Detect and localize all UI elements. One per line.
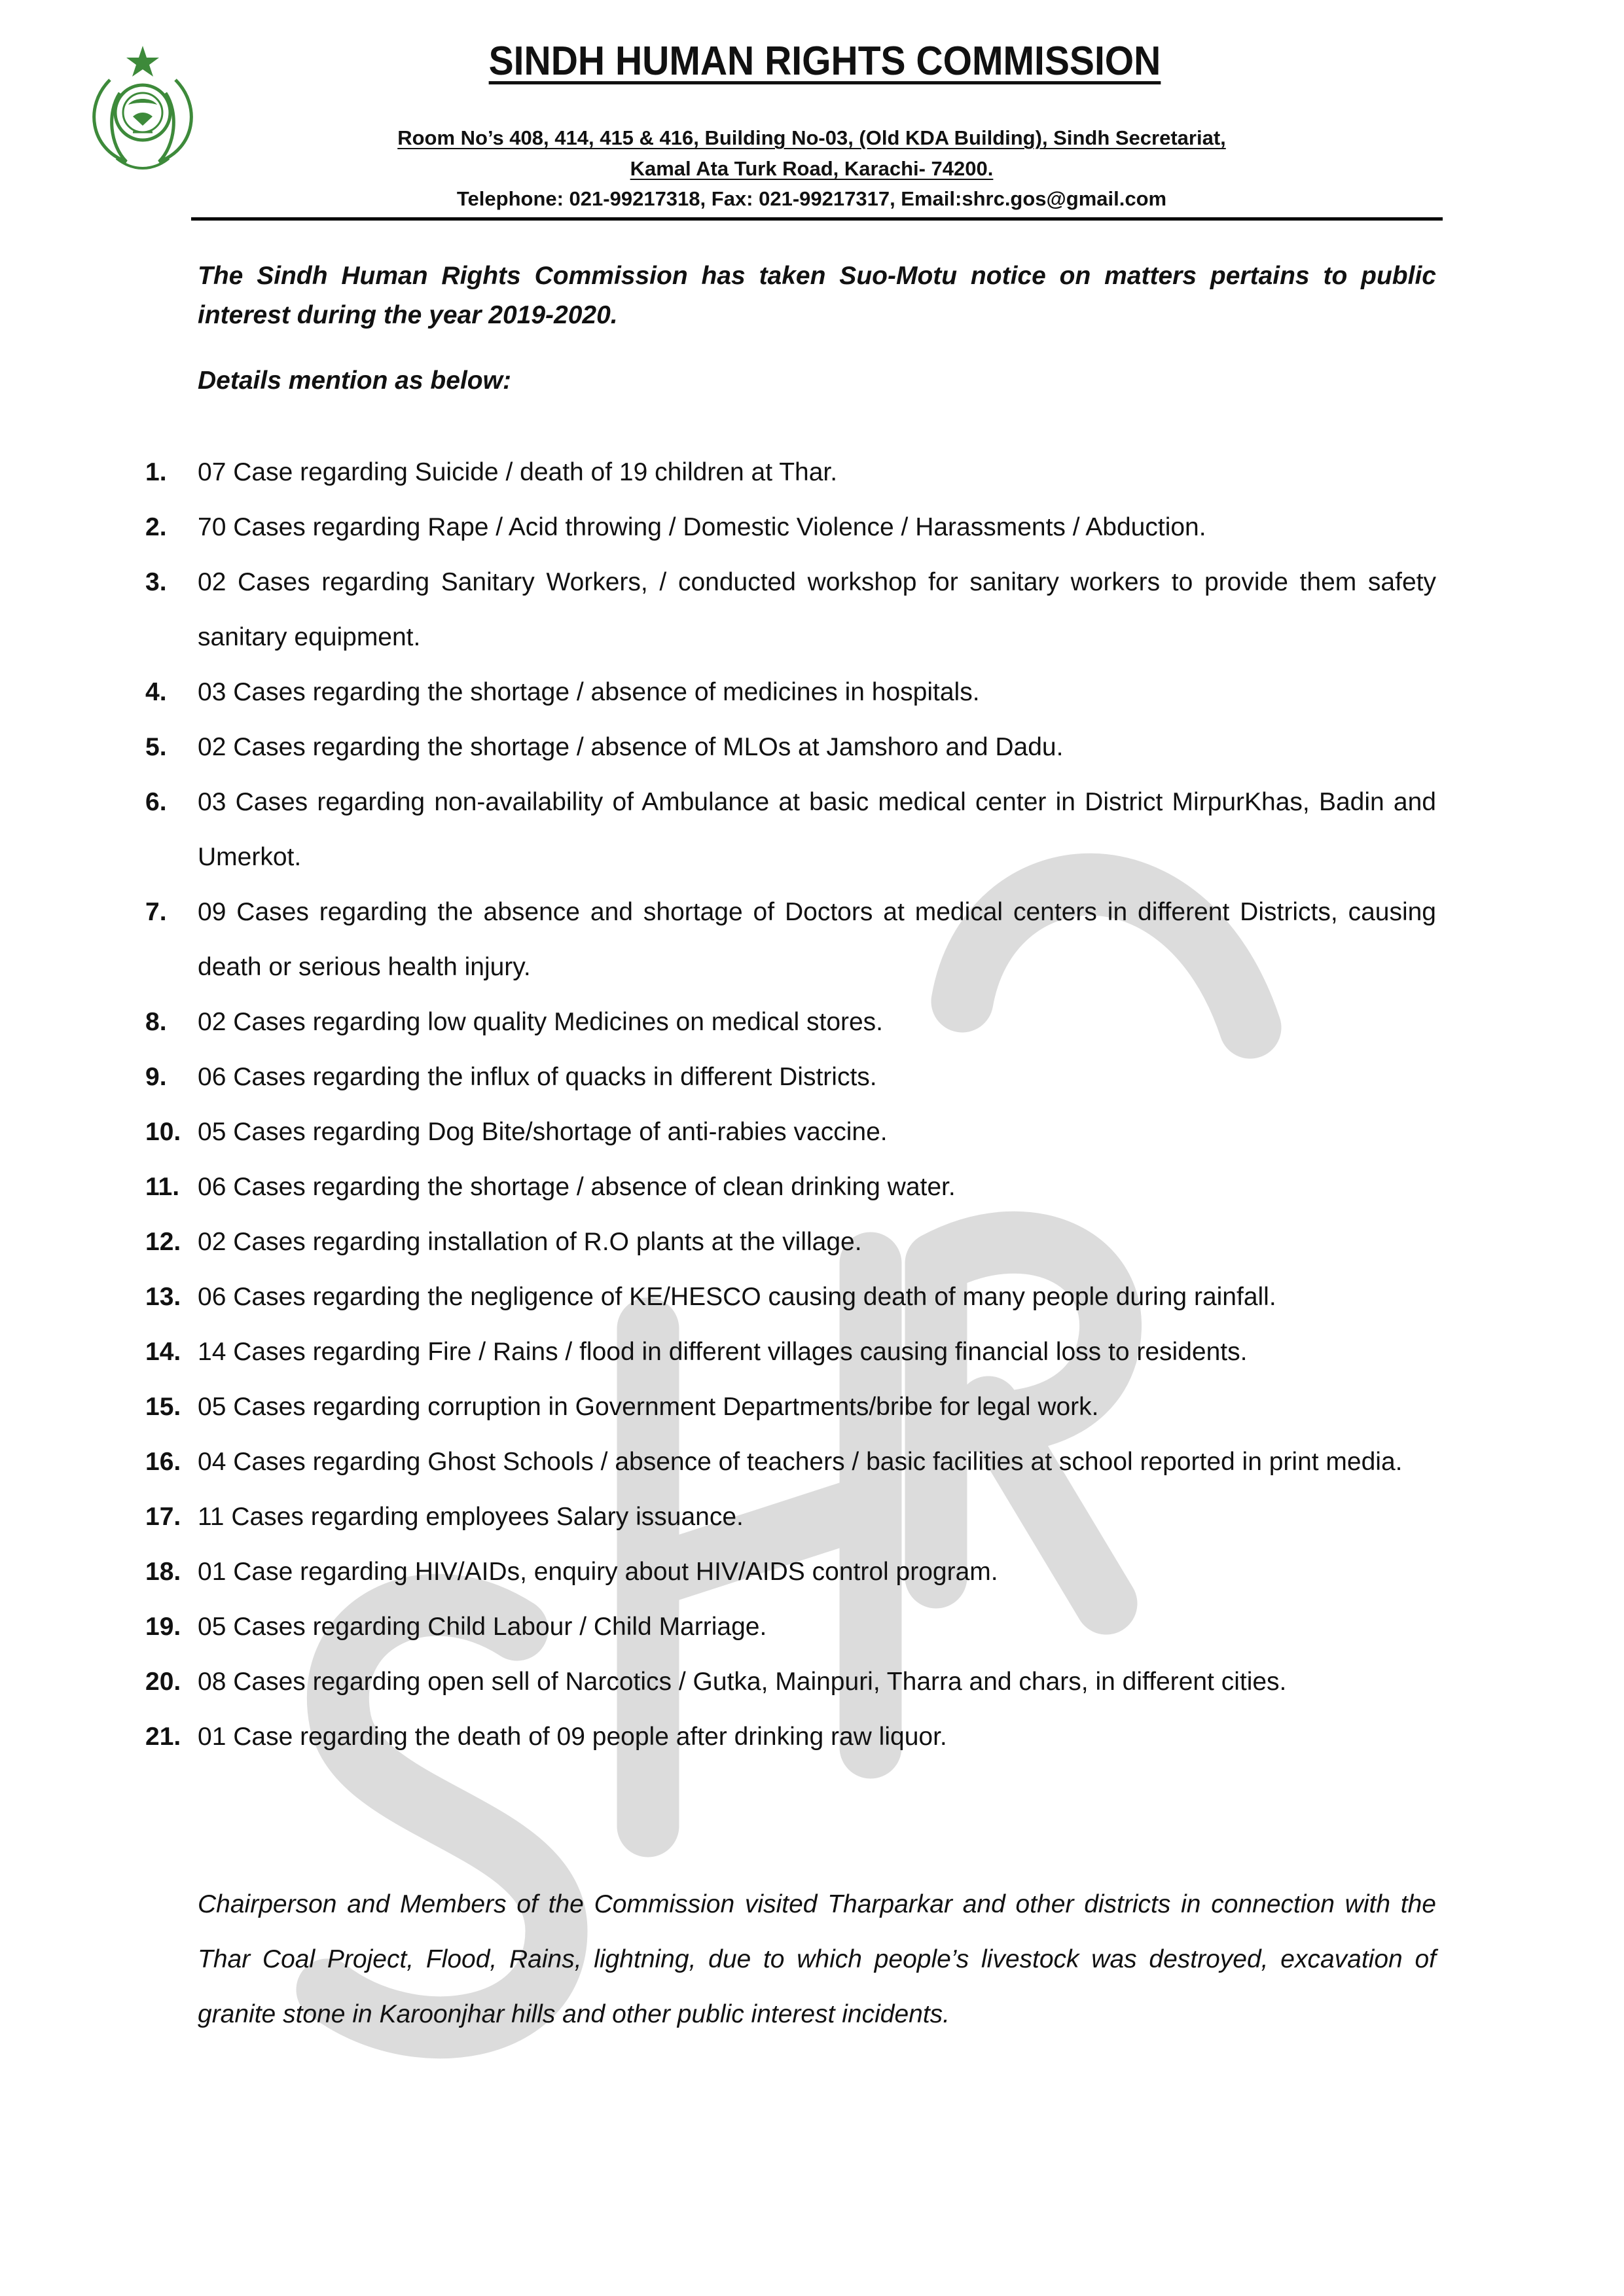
item-number: 4. bbox=[145, 678, 167, 706]
item-number: 14. bbox=[145, 1338, 181, 1366]
item-text: 02 Cases regarding low quality Medicines on medical stores. bbox=[198, 1008, 884, 1036]
item-text: 09 Cases regarding the absence and shortage of Doctors at medical centers in different Districts, causing death or serious health injury. bbox=[198, 898, 1436, 981]
item-number: 15. bbox=[145, 1393, 181, 1421]
item-number: 16. bbox=[145, 1448, 181, 1476]
closing-paragraph: Chairperson and Members of the Commission visited Tharparkar and other districts in connection with the Thar Coal Project, Flood, Rains, lightning, due to which people’s livestock was destroyed, excavation of granite stone in Karoonjhar hills and other public interest incidents. bbox=[198, 1890, 1436, 2028]
list-item bbox=[145, 775, 1436, 885]
list-item bbox=[145, 1600, 1436, 1655]
item-number: 5. bbox=[145, 733, 167, 761]
item-text: 02 Cases regarding the shortage / absence of MLOs at Jamshoro and Dadu. bbox=[198, 733, 1064, 761]
item-text: 11 Cases regarding employees Salary issuance. bbox=[198, 1503, 744, 1531]
item-text: 07 Case regarding Suicide / death of 19 children at Thar. bbox=[198, 458, 838, 486]
item-text: 06 Cases regarding the negligence of KE/HESCO causing death of many people during rainfall. bbox=[198, 1283, 1276, 1311]
list-item bbox=[145, 1655, 1436, 1710]
item-number: 8. bbox=[145, 1008, 167, 1036]
list-item bbox=[145, 1270, 1436, 1325]
item-number: 12. bbox=[145, 1228, 181, 1256]
item-text: 05 Cases regarding Child Labour / Child Marriage. bbox=[198, 1613, 767, 1641]
item-number: 21. bbox=[145, 1723, 181, 1751]
address-line-2: Kamal Ata Turk Road, Karachi- 74200. bbox=[630, 157, 994, 180]
item-number: 17. bbox=[145, 1503, 181, 1531]
list-item bbox=[145, 1160, 1436, 1215]
item-number: 18. bbox=[145, 1558, 181, 1586]
list-item bbox=[145, 665, 1436, 720]
item-number: 10. bbox=[145, 1118, 181, 1146]
item-number: 9. bbox=[145, 1063, 167, 1091]
item-text: 02 Cases regarding Sanitary Workers, / conducted workshop for sanitary workers to provide them safety sanitary equipment. bbox=[198, 568, 1436, 651]
list-item bbox=[145, 1050, 1436, 1105]
item-number: 2. bbox=[145, 513, 167, 541]
list-item bbox=[145, 995, 1436, 1050]
organization-title: SINDH HUMAN RIGHTS COMMISSION bbox=[488, 39, 1161, 84]
list-item bbox=[145, 1380, 1436, 1435]
list-item bbox=[145, 1545, 1436, 1600]
item-text: 06 Cases regarding the influx of quacks in different Districts. bbox=[198, 1063, 877, 1091]
item-text: 04 Cases regarding Ghost Schools / absence of teachers / basic facilities at school reported in print media. bbox=[198, 1448, 1403, 1476]
item-number: 7. bbox=[145, 898, 167, 926]
item-number: 11. bbox=[145, 1173, 180, 1201]
list-item bbox=[145, 1215, 1436, 1270]
list-item bbox=[145, 1325, 1436, 1380]
item-text: 70 Cases regarding Rape / Acid throwing / Domestic Violence / Harassments / Abduction. bbox=[198, 513, 1206, 541]
list-item bbox=[145, 1105, 1436, 1160]
list-item bbox=[145, 720, 1436, 775]
list-item bbox=[145, 885, 1436, 995]
item-text: 06 Cases regarding the shortage / absence of clean drinking water. bbox=[198, 1173, 956, 1201]
list-item bbox=[145, 1710, 1436, 1765]
item-text: 01 Case regarding the death of 09 people after drinking raw liquor. bbox=[198, 1723, 947, 1751]
item-number: 19. bbox=[145, 1613, 181, 1641]
list-item bbox=[145, 1435, 1436, 1490]
item-text: 03 Cases regarding the shortage / absence of medicines in hospitals. bbox=[198, 678, 980, 706]
item-text: 01 Case regarding HIV/AIDs, enquiry about HIV/AIDS control program. bbox=[198, 1558, 998, 1586]
sindh-government-emblem bbox=[71, 34, 215, 178]
item-text: 02 Cases regarding installation of R.O plants at the village. bbox=[198, 1228, 862, 1256]
intro-paragraph: The Sindh Human Rights Commission has taken Suo-Motu notice on matters pertains to public interest during the year 2019-2020. bbox=[198, 262, 1436, 329]
contact-line: Telephone: 021-99217318, Fax: 021-99217317, Email:shrc.gos@gmail.com bbox=[456, 187, 1167, 210]
item-number: 20. bbox=[145, 1668, 181, 1696]
item-text: 05 Cases regarding Dog Bite/shortage of anti-rabies vaccine. bbox=[198, 1118, 888, 1146]
address-line-1: Room No’s 408, 414, 415 & 416, Building No-03, (Old KDA Building), Sindh Secretariat, bbox=[397, 126, 1226, 149]
item-number: 1. bbox=[145, 458, 167, 486]
item-text: 14 Cases regarding Fire / Rains / flood in different villages causing financial loss to residents. bbox=[198, 1338, 1248, 1366]
list-item bbox=[145, 1490, 1436, 1545]
item-text: 05 Cases regarding corruption in Government Departments/bribe for legal work. bbox=[198, 1393, 1099, 1421]
details-heading: Details mention as below: bbox=[198, 367, 511, 395]
item-number: 13. bbox=[145, 1283, 181, 1311]
list-item bbox=[145, 445, 1436, 500]
item-text: 08 Cases regarding open sell of Narcotics / Gutka, Mainpuri, Tharra and chars, in different cities. bbox=[198, 1668, 1287, 1696]
item-text: 03 Cases regarding non-availability of Ambulance at basic medical center in District MirpurKhas, Badin and Umerkot. bbox=[198, 788, 1436, 871]
item-number: 3. bbox=[145, 568, 167, 596]
suo-motu-cases-list bbox=[145, 445, 1436, 1765]
item-number: 6. bbox=[145, 788, 167, 816]
header-divider bbox=[191, 217, 1443, 221]
list-item bbox=[145, 555, 1436, 665]
list-item bbox=[145, 500, 1436, 555]
